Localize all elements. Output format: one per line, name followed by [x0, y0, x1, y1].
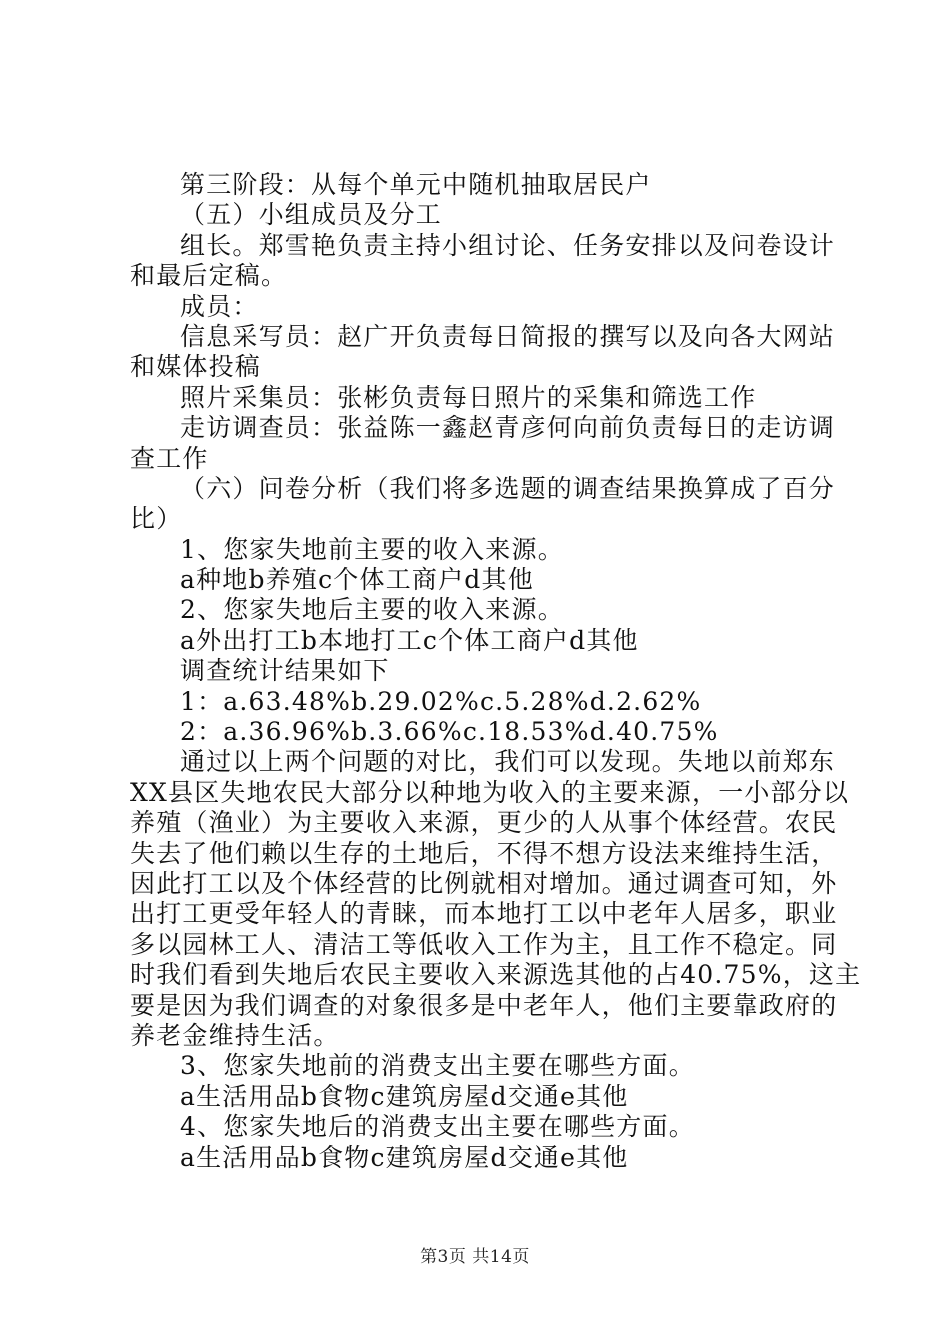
text-line: 1：a.63.48%b.29.02%c.5.28%d.2.62% — [180, 686, 702, 716]
text-line: 2、您家失地后主要的收入来源。 — [180, 595, 564, 625]
document-body — [130, 170, 862, 1173]
text-line: 时我们看到失地后农民主要收入来源选其他的占40.75%，这主 — [130, 960, 862, 990]
text-line: 照片采集员：张彬负责每日照片的采集和筛选工作 — [180, 382, 757, 412]
text-line: 多以园林工人、清洁工等低收入工作为主，且工作不稳定。同 — [130, 929, 838, 959]
text-line: a外出打工b本地打工c个体工商户d其他 — [180, 625, 639, 655]
text-line: 成员： — [180, 291, 259, 321]
text-line: a生活用品b食物c建筑房屋d交通e其他 — [180, 1081, 629, 1111]
text-line: 因此打工以及个体经营的比例就相对增加。通过调查可知，外 — [130, 868, 838, 898]
text-line: 养殖（渔业）为主要收入来源，更少的人从事个体经营。农民 — [130, 808, 838, 838]
text-line: 要是因为我们调查的对象很多是中老年人，他们主要靠政府的 — [130, 990, 838, 1020]
text-line: （五）小组成员及分工 — [180, 200, 443, 230]
text-line: 第三阶段：从每个单元中随机抽取居民户 — [180, 170, 652, 199]
text-line: 查工作 — [130, 443, 209, 473]
text-line: 走访调查员：张益陈一鑫赵青彦何向前负责每日的走访调 — [180, 413, 836, 443]
text-line: 2：a.36.96%b.3.66%c.18.53%d.40.75% — [180, 717, 719, 747]
text-line: a生活用品b食物c建筑房屋d交通e其他 — [180, 1142, 629, 1172]
page-footer: 第3页 共14页 — [420, 1247, 530, 1267]
text-line: 通过以上两个问题的对比，我们可以发现。失地以前郑东 — [180, 747, 836, 777]
text-line: 出打工更受年轻人的青睐，而本地打工以中老年人居多，职业 — [130, 899, 838, 929]
text-line: 4、您家失地后的消费支出主要在哪些方面。 — [180, 1112, 695, 1142]
text-line: 3、您家失地前的消费支出主要在哪些方面。 — [180, 1051, 695, 1081]
text-line: （六）问卷分析（我们将多选题的调查结果换算成了百分 — [180, 473, 836, 503]
text-line: 养老金维持生活。 — [130, 1020, 340, 1050]
text-line: 信息采写员：赵广开负责每日简报的撰写以及向各大网站 — [180, 321, 836, 351]
text-line: XX县区失地农民大部分以种地为收入的主要来源，一小部分以 — [130, 777, 850, 807]
text-line: 和媒体投稿 — [130, 352, 262, 382]
text-line: 调查统计结果如下 — [180, 656, 390, 686]
text-line: 组长。郑雪艳负责主持小组讨论、任务安排以及问卷设计 — [180, 230, 836, 260]
text-line: 1、您家失地前主要的收入来源。 — [180, 534, 564, 564]
text-line: 比） — [130, 504, 183, 534]
text-line: a种地b养殖c个体工商户d其他 — [180, 565, 534, 595]
text-line: 和最后定稿。 — [130, 261, 288, 291]
text-line: 失去了他们赖以生存的土地后，不得不想方设法来维持生活， — [130, 838, 838, 868]
